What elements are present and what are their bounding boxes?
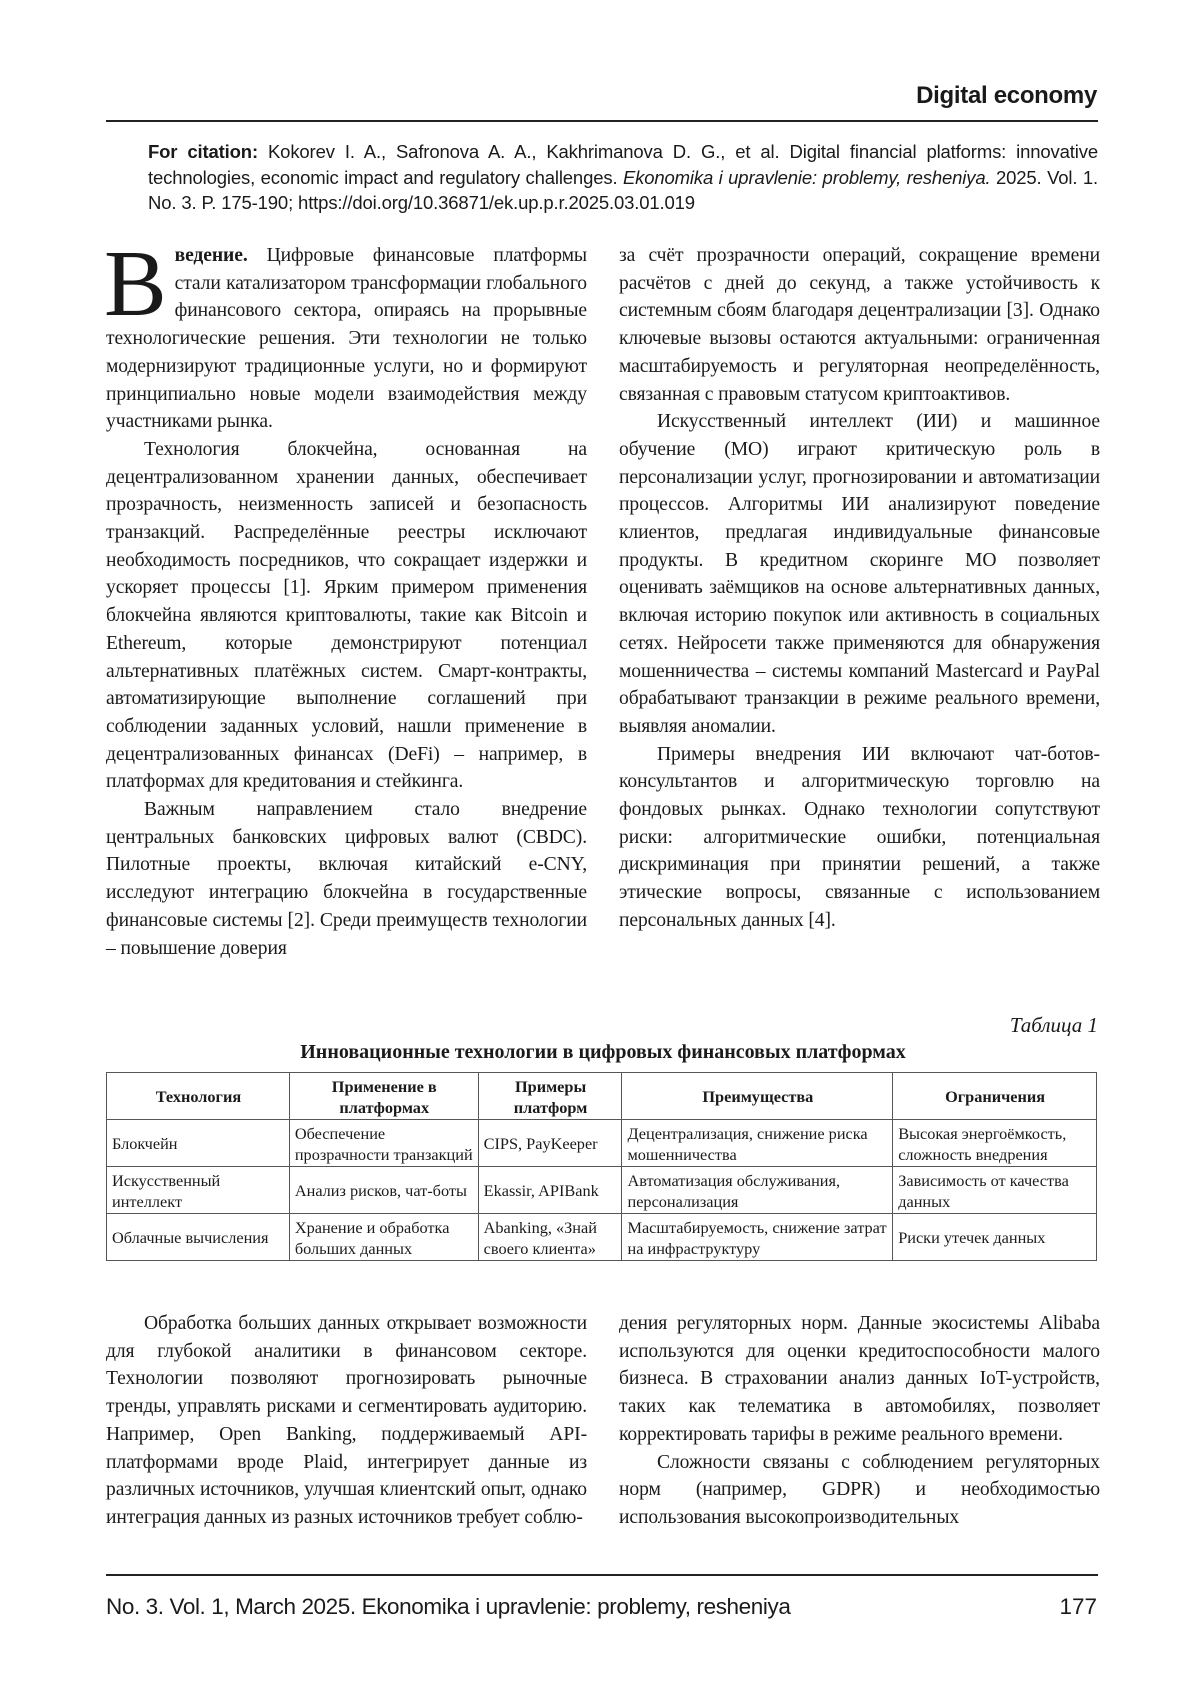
paragraph: Сложности связаны с соблюдением регуляторных норм (например, GDPR) и необходимостью использования высокопроизводительных xyxy=(619,1451,1100,1528)
column-right-top xyxy=(619,242,1100,935)
intro-text: Цифровые финансовые платформы стали катализатором трансформации глобального финансового сектора, опираясь на прорывные технологические решения. Эти технологии не только модернизируют традиционные услуги, но и формируют принципиально новые модели взаимодействия между участниками рынка. xyxy=(106,245,587,433)
column-header: Примеры платформ xyxy=(478,1073,622,1120)
drop-cap: В xyxy=(104,232,167,336)
table-cell: Обеспечение прозрачности транзакций xyxy=(289,1120,478,1167)
citation-authors: Kokorev I. A., Safronova A. A., Kakhrimanova D. G., et al. Digital financial platforms: innovative technologies, economic impact and regulatory challenges. xyxy=(148,141,1098,188)
intro-paragraph xyxy=(104,232,587,436)
table-title: Инновационные технологии в цифровых финансовых платформах xyxy=(300,1041,906,1063)
table-cell: Масштабируемость, снижение затрат на инфраструктуру xyxy=(622,1214,893,1261)
column-header: Применение в платформах xyxy=(289,1073,478,1120)
table-cell: Риски утечек данных xyxy=(893,1214,1097,1261)
citation-journal: Ekonomika i upravlenie: problemy, resheniya. xyxy=(622,166,991,188)
table-cell: Зависимость от качества данных xyxy=(893,1167,1097,1214)
column-left-bottom xyxy=(106,1310,587,1532)
table-cell: Ekassir, APIBank xyxy=(478,1167,622,1214)
table-cell: Анализ рисков, чат-боты xyxy=(289,1167,478,1214)
paragraph: за счёт прозрачности операций, сокращение времени расчётов с дней до секунд, а также устойчивость к системным сбоям благодаря децентрализации [3]. Однако ключевые вызовы остаются актуальными: ограниченная масштабируемость и регуляторная неопределённость, связанная с правовым статусом криптоактивов. xyxy=(619,245,1100,405)
citation-label: For citation: xyxy=(148,141,258,162)
page-number: 177 xyxy=(1059,1594,1097,1619)
table-row xyxy=(107,1214,1097,1261)
table-header-row xyxy=(107,1073,1097,1120)
table-cell: Хранение и обработка больших данных xyxy=(289,1214,478,1261)
technologies-table xyxy=(106,1072,1097,1261)
paragraph: Технология блокчейна, основанная на децентрализованном хранении данных, обеспечивает прозрачность, неизменность записей и безопасность транзакций. Распределённые реестры исключают необходимость посредников, что сокращает издержки и ускоряет процессы [1]. Ярким примером применения блокчейна являются криптовалюты, такие как Bitcoin и Ethereum, которые демонстрируют потенциал альтернативных платёжных систем. Смарт-контракты, автоматизирующие выполнение соглашений при соблюдении заданных условий, нашли применение в децентрализованных финансах (DeFi) – например, в платформах для кредитования и стейкинга. xyxy=(106,438,587,793)
table-cell: Искусственный интеллект xyxy=(107,1167,290,1214)
column-header: Преимущества xyxy=(622,1073,893,1120)
table-cell: Abanking, «Знай своего клиента» xyxy=(478,1214,622,1261)
table-cell: Децентрализация, снижение риска мошенничества xyxy=(622,1120,893,1167)
column-header: Ограничения xyxy=(893,1073,1097,1120)
table-cell: Автоматизация обслуживания, персонализация xyxy=(622,1167,893,1214)
table-cell: CIPS, PayKeeper xyxy=(478,1120,622,1167)
paragraph: Искусственный интеллект (ИИ) и машинное обучение (МО) играют критическую роль в персонализации услуг, прогнозировании и автоматизации процессов. Алгоритмы ИИ анализируют поведение клиентов, предлагая индивидуальные финансовые продукты. В кредитном скоринге МО позволяет оценивать заёмщиков на основе альтернативных данных, включая историю покупок или активность в социальных сетях. Нейросети также применяются для обнаружения мошенничества – системы компаний Mastercard и PayPal обрабатывают транзакции в режиме реального времени, выявляя аномалии. xyxy=(619,411,1100,737)
table-cell: Облачные вычисления xyxy=(107,1214,290,1261)
bottom-divider xyxy=(106,1574,1098,1576)
table-label: Таблица 1 xyxy=(1009,1013,1098,1037)
footer-journal-line: No. 3. Vol. 1, March 2025. Ekonomika i upravlenie: problemy, resheniya xyxy=(106,1594,791,1619)
table-row xyxy=(107,1167,1097,1214)
paragraph: Важным направлением стало внедрение центральных банковских цифровых валют (CBDC). Пилотные проекты, включая китайский e-CNY, исследуют интеграцию блокчейна в государственные финансовые системы [2]. Среди преимуществ технологии – повышение доверия xyxy=(106,799,587,959)
paragraph: Примеры внедрения ИИ включают чат-ботов-консультантов и алгоритмическую торговлю на фондовых рынках. Однако технологии сопутствуют риски: алгоритмические ошибки, потенциальная дискриминация при принятии решений, а также этические вопросы, связанные с использованием персональных данных [4]. xyxy=(619,743,1100,931)
intro-heading: ведение. xyxy=(174,245,248,266)
citation-details: 2025. Vol. 1. No. 3. P. 175-190; https://doi.org/10.36871/ek.up.p.r.2025.03.01.019 xyxy=(148,166,1098,213)
column-left-top xyxy=(104,232,587,962)
column-header: Технология xyxy=(107,1073,290,1120)
table-cell: Высокая энергоёмкость, сложность внедрения xyxy=(893,1120,1097,1167)
paragraph: Обработка больших данных открывает возможности для глубокой аналитики в финансовом секторе. Технологии позволяют прогнозировать рыночные тренды, управлять рисками и сегментировать аудиторию. Например, Open Banking, поддерживаемый API-платформами вроде Plaid, интегрирует данные из различных источников, улучшая клиентский опыт, однако интеграция данных из разных источников требует соблю- xyxy=(106,1313,587,1528)
citation-block xyxy=(148,139,1098,216)
paragraph: дения регуляторных норм. Данные экосистемы Alibaba используются для оценки кредитоспособности малого бизнеса. В страховании анализ данных IoT-устройств, таких как телематика в автомобилях, позволяет корректировать тарифы в режиме реального времени. xyxy=(619,1313,1100,1445)
table-row xyxy=(107,1120,1097,1167)
table-cell: Блокчейн xyxy=(107,1120,290,1167)
top-divider xyxy=(106,120,1098,122)
column-right-bottom xyxy=(619,1310,1100,1532)
running-head-section: Digital economy xyxy=(916,82,1097,109)
